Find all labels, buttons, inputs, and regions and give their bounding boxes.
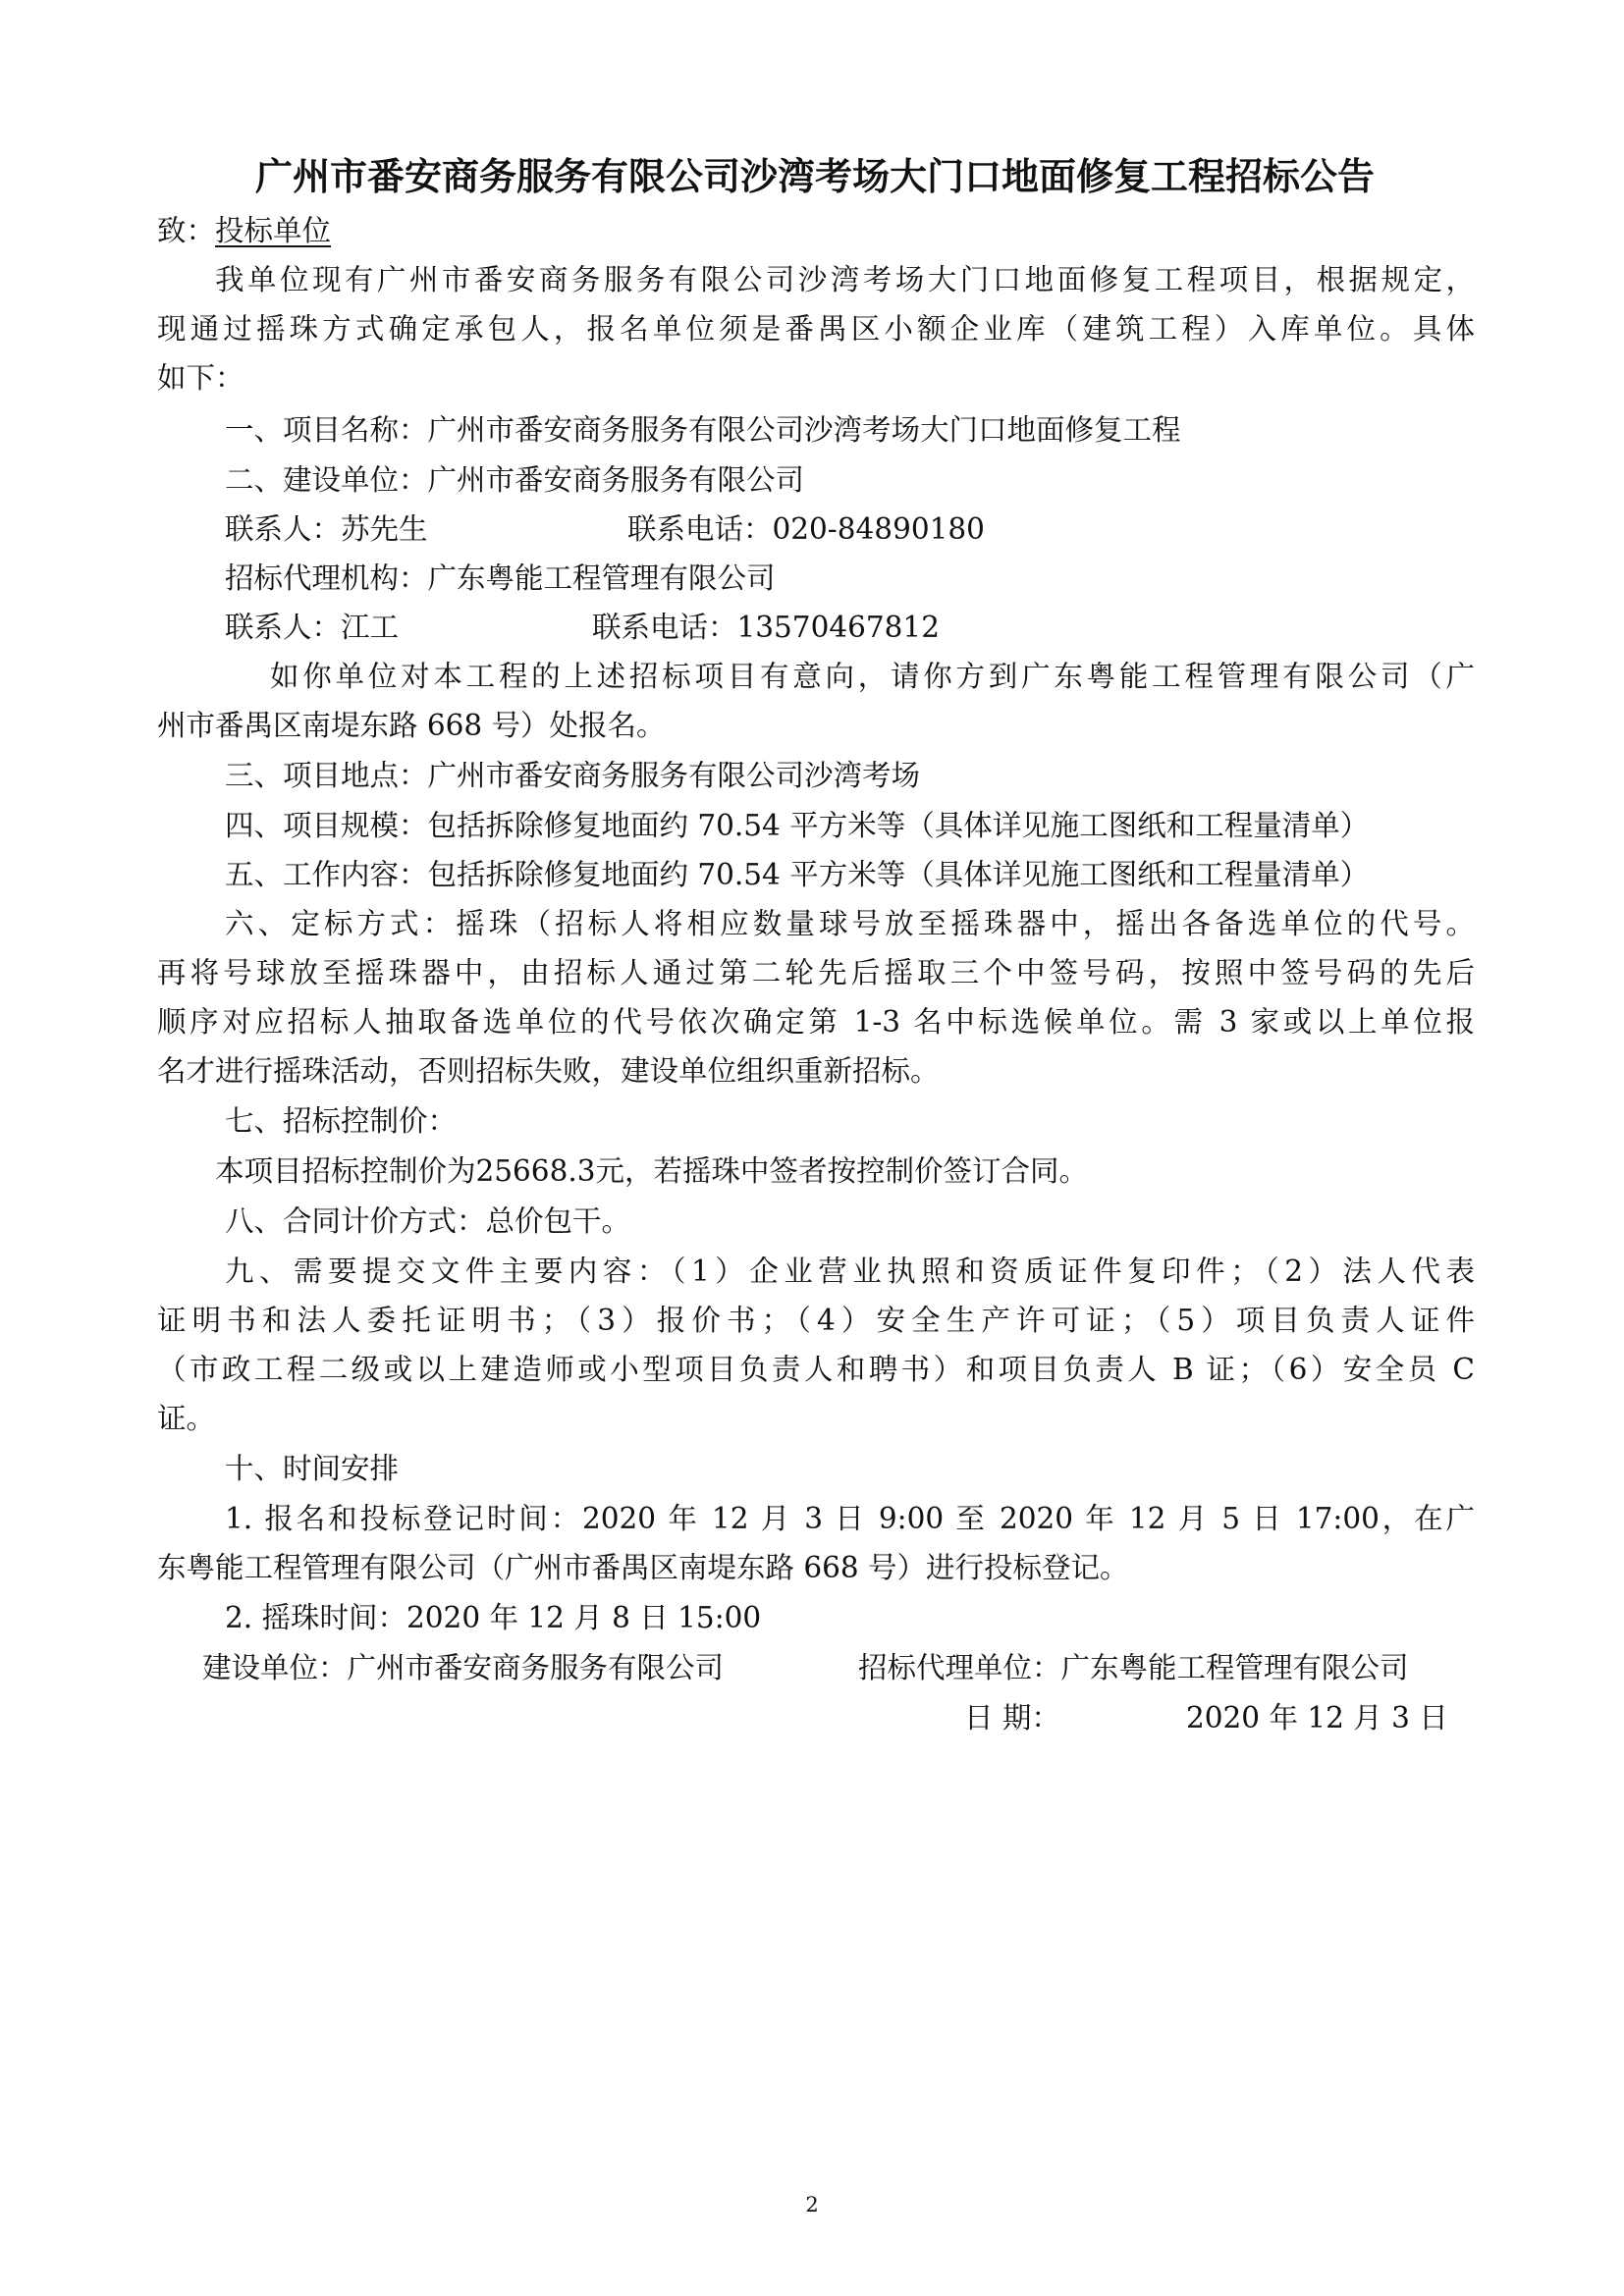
documents-required-line-1: 九、需要提交文件主要内容：（1）企业营业执照和资质证件复印件；（2）法人代表 — [225, 1255, 1475, 1288]
bid-method-line-4: 名才进行摇珠活动，否则招标失败，建设单位组织重新招标。 — [157, 1054, 940, 1088]
recipient-value: 投标单位 — [215, 214, 332, 247]
schedule-item-1-line-1: 1. 报名和投标登记时间：2020 年 12 月 3 日 9:00 至 2020 年 12 月 5 日 17:00，在广 — [225, 1502, 1475, 1535]
signature-date-value: 2020 年 12 月 3 日 — [1186, 1701, 1448, 1735]
intro-line-3: 如下： — [157, 361, 244, 395]
contract-pricing-line: 八、合同计价方式：总价包干。 — [225, 1204, 631, 1238]
intro-line-2: 现通过摇珠方式确定承包人，报名单位须是番禺区小额企业库（建筑工程）入库单位。具体 — [157, 312, 1475, 346]
schedule-item-1-line-2: 东粤能工程管理有限公司（广州市番禺区南堤东路 668 号）进行投标登记。 — [157, 1551, 1129, 1584]
signature-agent: 招标代理单位：广东粤能工程管理有限公司 — [858, 1651, 1409, 1684]
agency-contact-person: 联系人：江工 — [225, 611, 400, 644]
agency-line: 招标代理机构：广东粤能工程管理有限公司 — [225, 561, 776, 595]
recipient-line — [157, 211, 331, 250]
scale-line: 四、项目规模：包括拆除修复地面约 70.54 平方米等（具体详见施工图纸和工程量清单） — [225, 809, 1370, 842]
project-name-line: 一、项目名称：广州市番安商务服务有限公司沙湾考场大门口地面修复工程 — [225, 413, 1181, 447]
bid-method-line-1: 六、定标方式：摇珠（招标人将相应数量球号放至摇珠器中，摇出各备选单位的代号。 — [225, 907, 1475, 940]
intro-line-1: 我单位现有广州市番安商务服务有限公司沙湾考场大门口地面修复工程项目，根据规定， — [215, 263, 1475, 296]
location-line: 三、项目地点：广州市番安商务服务有限公司沙湾考场 — [225, 759, 921, 792]
schedule-item-2: 2. 摇珠时间：2020 年 12 月 8 日 15:00 — [225, 1601, 762, 1634]
signature-builder: 建设单位：广州市番安商务服务有限公司 — [202, 1651, 725, 1684]
work-content-line: 五、工作内容：包括拆除修复地面约 70.54 平方米等（具体详见施工图纸和工程量清单） — [225, 858, 1370, 891]
schedule-heading: 十、时间安排 — [225, 1452, 400, 1485]
page-number: 2 — [805, 2193, 819, 2216]
price-text: 本项目招标控制价为25668.3元，若摇珠中签者按控制价签订合同。 — [215, 1154, 1088, 1188]
documents-required-line-3: （市政工程二级或以上建造师或小型项目负责人和聘书）和项目负责人 B 证；（6）安全员 C — [157, 1353, 1475, 1386]
document-title: 广州市番安商务服务有限公司沙湾考场大门口地面修复工程招标公告 — [254, 155, 1375, 198]
agency-contact-phone: 联系电话：13570467812 — [592, 611, 940, 644]
bid-method-line-2: 再将号球放至摇珠器中，由招标人通过第二轮先后摇取三个中签号码，按照中签号码的先后 — [157, 956, 1475, 989]
documents-required-line-2: 证明书和法人委托证明书；（3）报价书；（4）安全生产许可证；（5）项目负责人证件 — [157, 1304, 1475, 1337]
registration-note-line-1: 如你单位对本工程的上述招标项目有意向，请你方到广东粤能工程管理有限公司（广 — [270, 660, 1475, 693]
registration-note-line-2: 州市番禺区南堤东路 668 号）处报名。 — [157, 709, 666, 742]
builder-line: 二、建设单位：广州市番安商务服务有限公司 — [225, 463, 805, 497]
documents-required-line-4: 证。 — [157, 1402, 216, 1435]
signature-date-label: 日 期： — [964, 1701, 1060, 1735]
recipient-label: 致： — [157, 214, 216, 247]
builder-contact-person: 联系人：苏先生 — [225, 512, 428, 546]
bid-method-line-3: 顺序对应招标人抽取备选单位的代号依次确定第 1-3 名中标选候单位。需 3 家或以上单位报 — [157, 1005, 1475, 1039]
builder-contact-phone: 联系电话：020-84890180 — [627, 512, 985, 546]
price-heading: 七、招标控制价： — [225, 1104, 458, 1138]
